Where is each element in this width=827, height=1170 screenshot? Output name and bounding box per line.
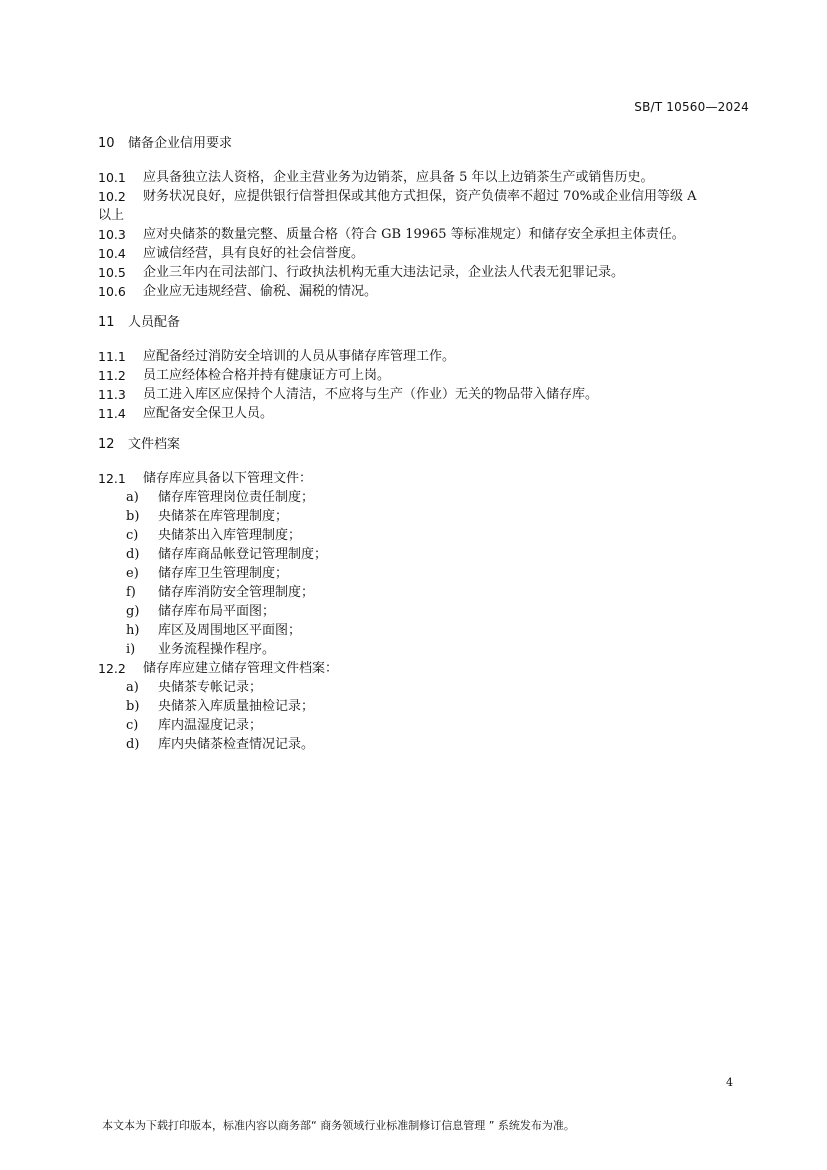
document-code: SB/T 10560—2024 (634, 100, 749, 114)
list-item-text: 央储茶出入库管理制度； (158, 528, 302, 543)
page-number: 4 (726, 1076, 733, 1089)
clause-10-5 (98, 263, 750, 282)
list-item-text: 储存库卫生管理制度； (158, 566, 289, 581)
list-item (98, 583, 750, 602)
clause-text: 应配备安全保卫人员。 (143, 406, 274, 421)
clause-text: 应对央储茶的数量完整、质量合格（符合 GB 19965 等标准规定）和储存安全承担主体责任。 (143, 227, 685, 242)
clause-text: 财务状况良好，应提供银行信誉担保或其他方式担保，资产负债率不超过 70%或企业信用等级 A (143, 189, 697, 204)
clause-number: 11.3 (98, 387, 126, 402)
list-item (98, 488, 750, 507)
list-item-text: 储存库消防安全管理制度； (158, 585, 315, 600)
list-item-text: 库区及周围地区平面图； (158, 623, 302, 638)
section-number: 12 (98, 437, 115, 452)
clause-text: 应诚信经营，具有良好的社会信誉度。 (143, 246, 365, 261)
clause-text: 员工应经体检合格并持有健康证方可上岗。 (143, 368, 391, 383)
clause-number: 12.2 (98, 661, 126, 676)
clause-number: 10.3 (98, 227, 126, 242)
clause-10-6 (98, 282, 750, 301)
list-marker: g) (126, 604, 140, 619)
clause-11-3 (98, 385, 750, 404)
clause-text: 企业三年内在司法部门、行政执法机构无重大违法记录，企业法人代表无犯罪记录。 (143, 265, 625, 280)
list-item (98, 716, 750, 735)
list-item (98, 640, 750, 659)
list-marker: a) (126, 490, 139, 505)
list-12-1 (98, 488, 750, 659)
list-item-text: 储存库管理岗位责任制度； (158, 490, 315, 505)
section-number: 11 (98, 315, 115, 330)
clause-number: 11.1 (98, 349, 126, 364)
clause-number: 10.1 (98, 170, 126, 185)
section-title-text: 储备企业信用要求 (128, 136, 233, 151)
section-title (98, 313, 750, 333)
list-item (98, 526, 750, 545)
document-body (98, 134, 750, 766)
list-marker: b) (126, 699, 140, 714)
section-title (98, 435, 750, 455)
clause-text: 企业应无违规经营、偷税、漏税的情况。 (143, 284, 378, 299)
clause-number: 10.6 (98, 284, 126, 299)
list-item-text: 库内央储茶检查情况记录。 (158, 737, 315, 752)
section-title-text: 文件档案 (128, 437, 181, 452)
clause-text: 储存库应建立储存管理文件档案： (143, 661, 339, 676)
list-marker: c) (126, 718, 139, 733)
clause-number: 11.2 (98, 368, 126, 383)
list-item-text: 央储茶专帐记录； (158, 680, 263, 695)
clause-text: 储存库应具备以下管理文件： (143, 471, 313, 486)
list-item (98, 545, 750, 564)
clause-10-2 (98, 187, 750, 225)
section-title (98, 134, 750, 154)
list-item (98, 602, 750, 621)
list-marker: h) (126, 623, 140, 638)
clause-number: 10.5 (98, 265, 126, 280)
list-item (98, 507, 750, 526)
section-11 (98, 313, 750, 423)
section-title-text: 人员配备 (128, 315, 181, 330)
list-item (98, 621, 750, 640)
clause-number: 12.1 (98, 471, 126, 486)
clause-12-2 (98, 659, 750, 678)
list-item-text: 业务流程操作程序。 (158, 642, 276, 657)
clause-11-1 (98, 347, 750, 366)
list-marker: f) (126, 585, 136, 600)
list-marker: c) (126, 528, 139, 543)
list-item-text: 储存库布局平面图； (158, 604, 276, 619)
clause-text: 应具备独立法人资格，企业主营业务为边销茶，应具备 5 年以上边销茶生产或销售历史。 (143, 170, 654, 185)
list-item-text: 储存库商品帐登记管理制度； (158, 547, 328, 562)
clause-10-3 (98, 225, 750, 244)
list-item (98, 678, 750, 697)
list-item-text: 央储茶在库管理制度； (158, 509, 289, 524)
list-marker: a) (126, 680, 139, 695)
list-item-text: 央储茶入库质量抽检记录； (158, 699, 315, 714)
clause-text-continuation: 以上 (98, 208, 125, 223)
section-number: 10 (98, 136, 115, 151)
list-marker: b) (126, 509, 140, 524)
list-item (98, 735, 750, 754)
clause-11-2 (98, 366, 750, 385)
clause-text: 员工进入库区应保持个人清洁，不应将与生产（作业）无关的物品带入储存库。 (143, 387, 599, 402)
clause-text: 应配备经过消防安全培训的人员从事储存库管理工作。 (143, 349, 456, 364)
list-marker: e) (126, 566, 139, 581)
section-12 (98, 435, 750, 754)
clause-11-4 (98, 404, 750, 423)
list-item (98, 564, 750, 583)
clause-12-1 (98, 469, 750, 488)
clause-10-1 (98, 168, 750, 187)
footer-note: 本文本为下载打印版本，标准内容以商务部“ 商务领域行业标准制修订信息管理 ” 系统发布为准。 (102, 1119, 575, 1132)
list-marker: i) (126, 642, 136, 657)
list-item-text: 库内温湿度记录； (158, 718, 263, 733)
clause-10-4 (98, 244, 750, 263)
list-marker: d) (126, 737, 140, 752)
list-12-2 (98, 678, 750, 754)
list-item (98, 697, 750, 716)
clause-number: 10.2 (98, 189, 126, 204)
clause-number: 11.4 (98, 406, 126, 421)
clause-number: 10.4 (98, 246, 126, 261)
section-10 (98, 134, 750, 301)
list-marker: d) (126, 547, 140, 562)
